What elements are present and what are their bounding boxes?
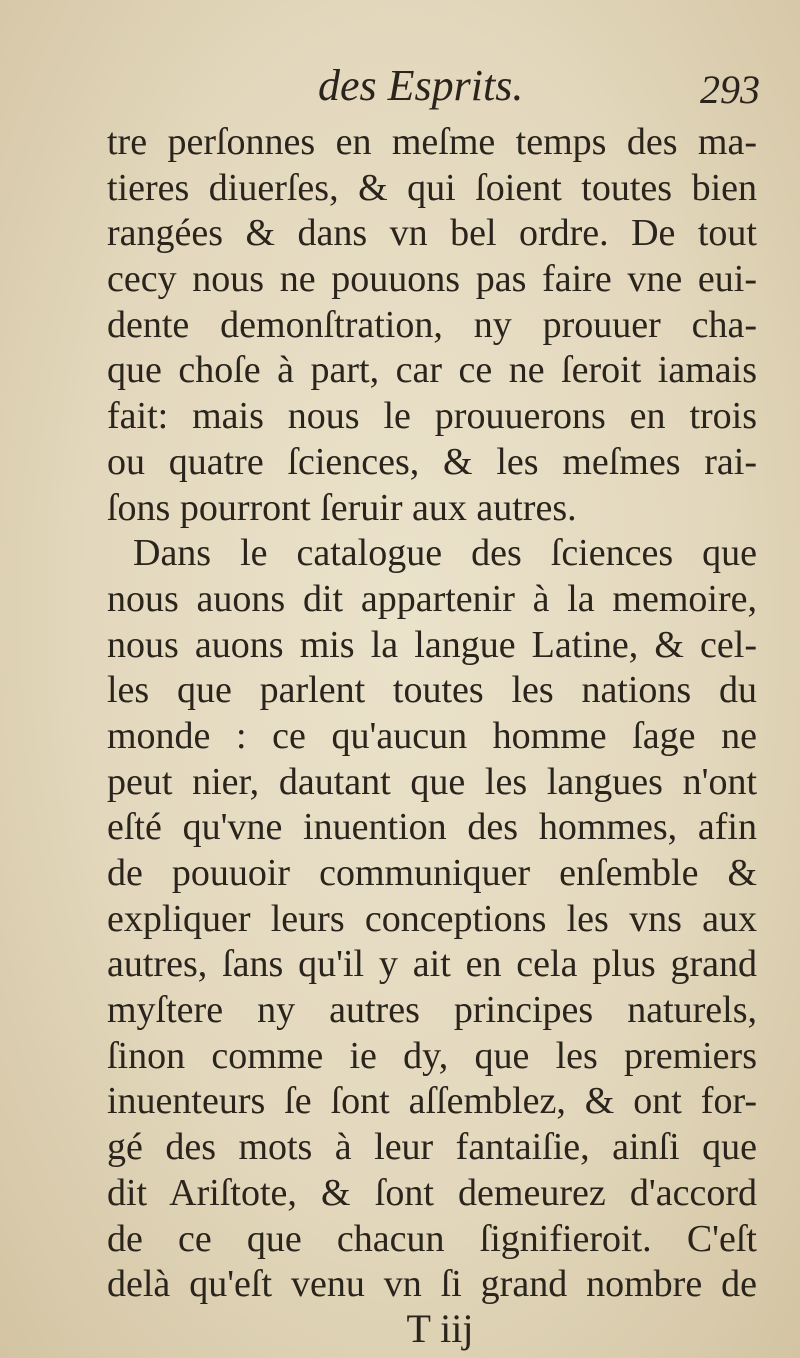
text-line: dente demonſtration, ny prouuer cha- <box>107 303 757 346</box>
running-title: des Esprits. <box>318 61 524 110</box>
text-line: ſinon comme ie dy, que les premiers <box>107 1034 757 1077</box>
text-line: eſté qu'vne inuention des hommes, afin <box>107 806 757 849</box>
page-header <box>0 58 800 118</box>
text-line: monde : ce qu'aucun homme ſage ne <box>107 714 757 757</box>
text-line: expliquer leurs conceptions les vns aux <box>107 897 757 940</box>
text-line: ſons pourront ſeruir aux autres. <box>107 486 577 529</box>
page-number: 293 <box>700 67 760 112</box>
text-line: fait: mais nous le prouuerons en trois <box>107 395 757 438</box>
text-line: peut nier, dautant que les langues n'ont <box>107 760 757 803</box>
text-line: inuenteurs ſe ſont aſſemblez, & ont for- <box>107 1080 757 1123</box>
text-line: delà qu'eſt venu vn ſi grand nombre de <box>107 1263 757 1306</box>
text-line: nous auons mis la langue Latine, & cel- <box>107 623 757 666</box>
text-line: les que parlent toutes les nations du <box>107 669 757 712</box>
text-line: cecy nous ne pouuons pas faire vne eui- <box>107 258 757 301</box>
text-line: que choſe à part, car ce ne ſeroit iamais <box>107 349 757 392</box>
text-line: de pouuoir communiquer enſemble & <box>107 852 757 894</box>
text-line: tieres diuerſes, & qui ſoient toutes bien <box>107 166 757 209</box>
text-line: de ce que chacun ſignifieroit. C'eſt <box>107 1217 757 1260</box>
text-line: myſtere ny autres principes naturels, <box>107 989 757 1032</box>
text-line: nous auons dit appartenir à la memoire, <box>107 577 757 620</box>
signature-mark-row <box>0 1305 800 1353</box>
text-line: rangées & dans vn bel ordre. De tout <box>107 212 757 255</box>
text-line: ou quatre ſciences, & les meſmes rai- <box>107 440 757 483</box>
text-line: tre perſonnes en meſme temps des ma- <box>107 121 757 163</box>
text-line: gé des mots à leur fantaiſie, ainſi que <box>107 1126 757 1169</box>
text-line: autres, ſans qu'il y ait en cela plus grand <box>107 943 757 986</box>
signature-mark: T iij <box>406 1306 474 1351</box>
body-text <box>107 120 757 1308</box>
text-line: dit Ariſtote, & ſont demeurez d'accord <box>107 1171 757 1214</box>
text-line: Dans le catalogue des ſciences que <box>133 532 757 575</box>
